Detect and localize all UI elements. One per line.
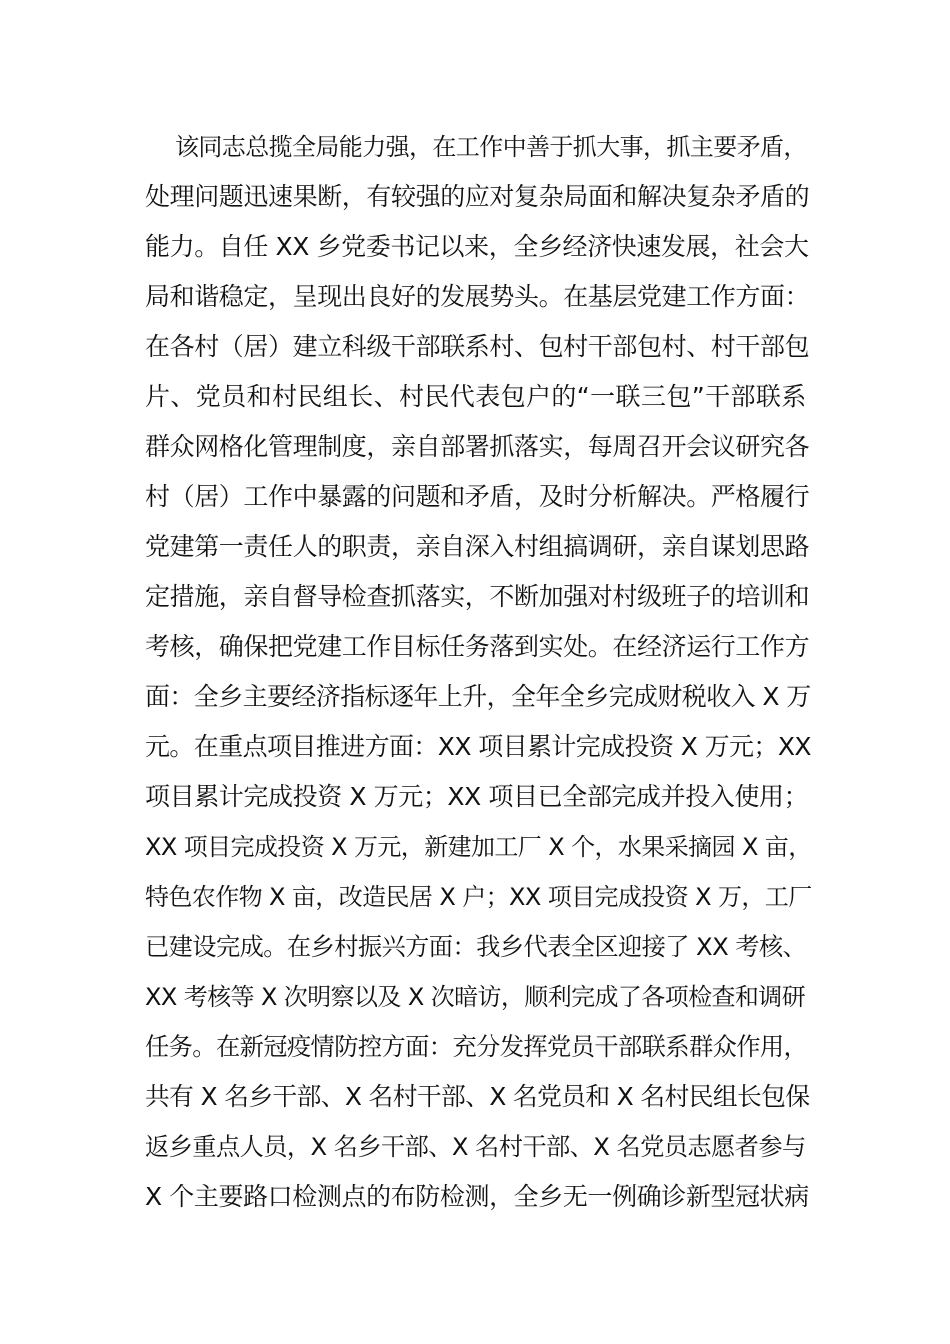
paragraph-line: 处理问题迅速果断，有较强的应对复杂局面和解决复杂矛盾的 (145, 182, 810, 211)
paragraph-line: 已建设完成。在乡村振兴方面：我乡代表全区迎接了 XX 考核、 (145, 932, 807, 961)
paragraph-line: 在各村（居）建立科级干部联系村、包村干部包村、村干部包 (145, 332, 810, 361)
paragraph-line: 项目累计完成投资 X 万元；XX 项目已全部完成并投入使用； (145, 782, 809, 811)
paragraph-line: 片、党员和村民组长、村民代表包户的“一联三包”干部联系 (145, 382, 807, 411)
paragraph-line: 能力。自任 XX 乡党委书记以来，全乡经济快速发展，社会大 (145, 232, 809, 261)
paragraph-line: 共有 X 名乡干部、X 名村干部、X 名党员和 X 名村民组长包保 (145, 1082, 810, 1111)
paragraph-line: 党建第一责任人的职责，亲自深入村组搞调研，亲自谋划思路 (145, 532, 810, 561)
paragraph-line: 该同志总揽全局能力强，在工作中善于抓大事，抓主要矛盾， (175, 133, 807, 161)
paragraph-line: 局和谐稳定，呈现出良好的发展势头。在基层党建工作方面： (145, 282, 810, 311)
paragraph-line: XX 考核等 X 次明察以及 X 次暗访，顺利完成了各项检查和调研 (145, 983, 806, 1011)
paragraph-line: 村（居）工作中暴露的问题和矛盾，及时分析解决。严格履行 (145, 482, 810, 511)
paragraph-line: 面：全乡主要经济指标逐年上升，全年全乡完成财税收入 X 万 (145, 682, 811, 711)
paragraph-line: XX 项目完成投资 X 万元，新建加工厂 X 个，水果采摘园 X 亩， (145, 833, 812, 861)
paragraph-line: 返乡重点人员，X 名乡干部、X 名村干部、X 名党员志愿者参与 (145, 1132, 806, 1161)
paragraph-line: 定措施，亲自督导检查抓落实，不断加强对村级班子的培训和 (145, 582, 810, 611)
paragraph-line: 特色农作物 X 亩，改造民居 X 户；XX 项目完成投资 X 万，工厂 (145, 883, 812, 911)
paragraph-line: X 个主要路口检测点的布防检测，全乡无一例确诊新型冠状病 (145, 1182, 809, 1211)
paragraph-line: 考核，确保把党建工作目标任务落到实处。在经济运行工作方 (145, 632, 810, 661)
paragraph-line: 任务。在新冠疫情防控方面：充分发挥党员干部联系群众作用， (145, 1032, 808, 1061)
paragraph-line: 元。在重点项目推进方面：XX 项目累计完成投资 X 万元；XX (145, 732, 811, 761)
paragraph-line: 群众网格化管理制度，亲自部署抓落实，每周召开会议研究各 (145, 432, 810, 461)
